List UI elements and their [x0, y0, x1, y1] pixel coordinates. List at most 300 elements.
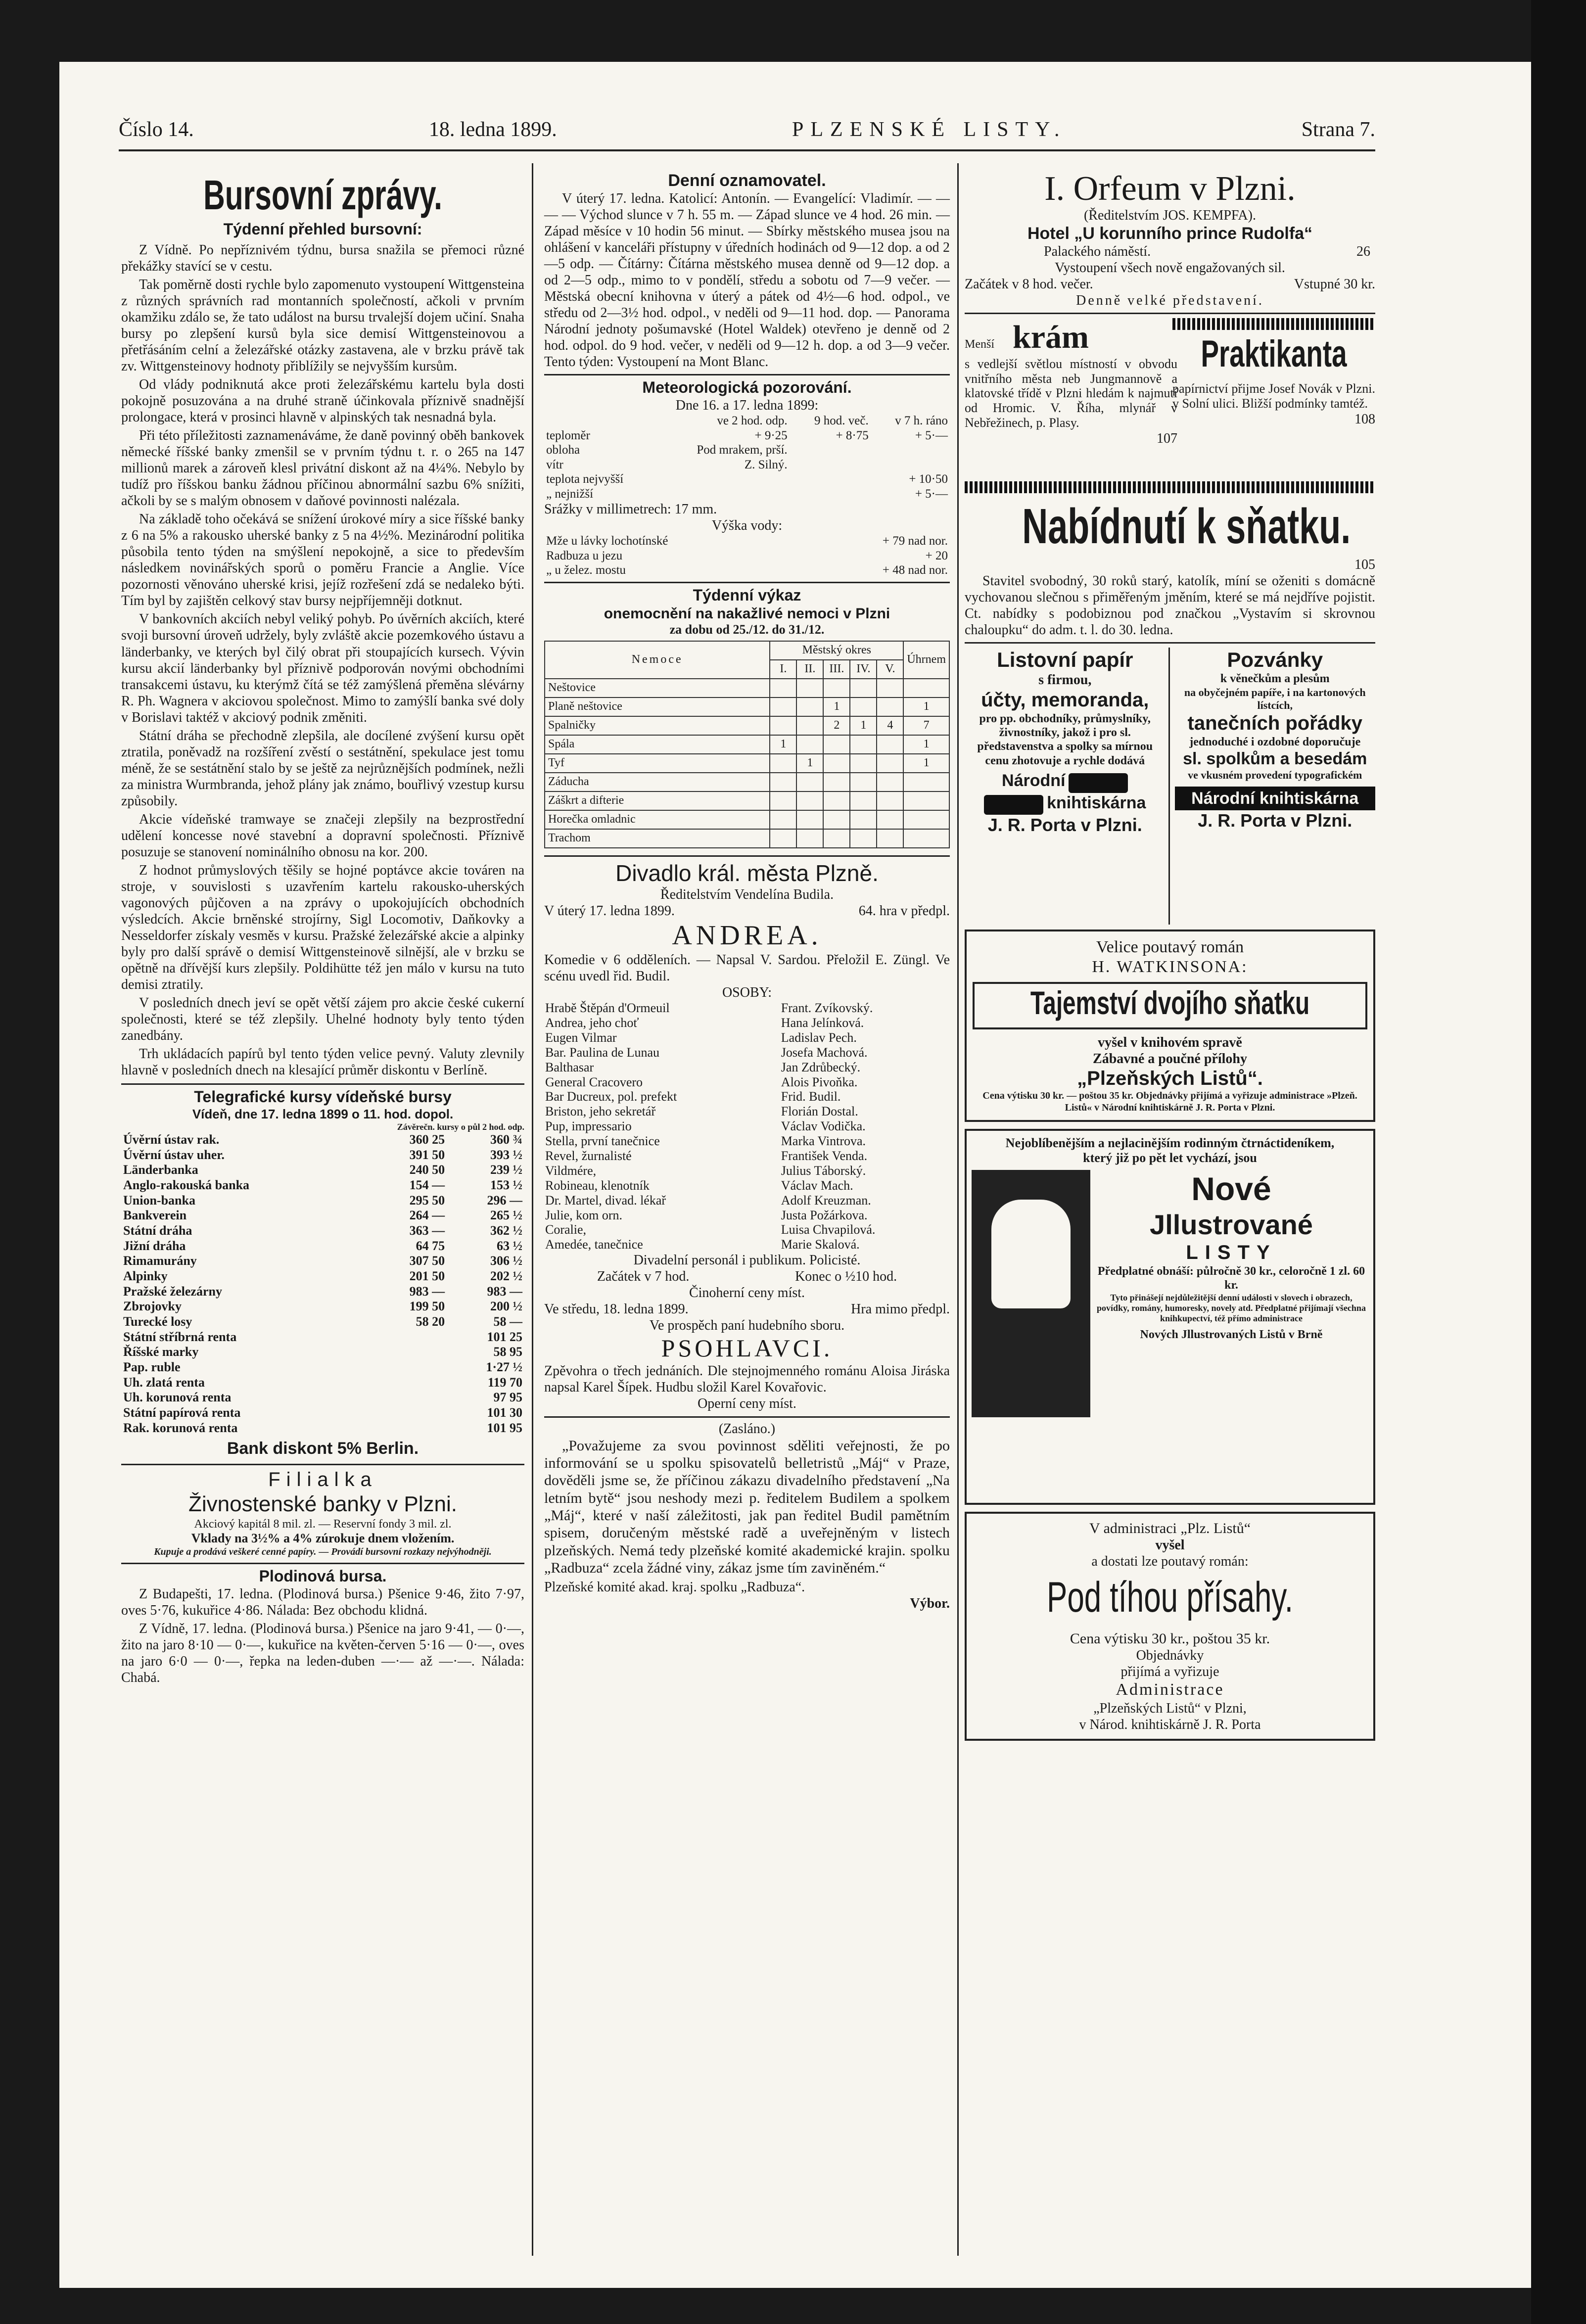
voda-label: Mže u lávky lochotínské [546, 534, 668, 548]
role-name: Bar. Paulina de Lunau [545, 1045, 660, 1060]
praktikant-text: papírnictví přijme Josef Novák v Plzni. v Solní ulici. Bližší podmínky tamtéž. [1172, 381, 1375, 411]
actor-name: Ladislav Pech. [781, 1030, 857, 1045]
orfeum-daily: Denně velké představení. [1076, 292, 1264, 308]
disease-count [796, 791, 823, 810]
papir-firm: Národní [1002, 771, 1066, 790]
disease-row [545, 810, 949, 829]
disease-name: Spalničky [545, 716, 770, 735]
section-rule [965, 642, 1375, 644]
closing-price: 296 — [487, 1193, 522, 1208]
security-name: Rimamurány [123, 1254, 197, 1268]
cast-row [544, 1016, 950, 1030]
divadlo-prices: Činoherní ceny míst. [689, 1285, 805, 1301]
satek-text: Stavitel svobodný, 30 roků starý, katolík, míní se oženiti s domácně vychovanou slečnou s přiměřeným jměním, které se má nejdříve pojistit. Ct. nabídky s podobiznou pod značkou „Vystavím si skrovnou chaloupku“ do adm. t. l. do 30. ledna. [965, 573, 1375, 638]
paragraph: Od vlády podniknutá akce proti železářskému kartelu byla dosti pokojně posuzována a na druhé straně účinkovala příznivě snadnější prolongace, která v prosinci hlavně v alpinských tak nesnadná byla. [121, 377, 524, 425]
meteo-title: Meteorologická pozorování. [642, 378, 852, 397]
roman-line: H. WATKINSONA: [1092, 958, 1248, 976]
disease-count [796, 735, 823, 754]
disease-count [850, 810, 877, 829]
disease-count: 1 [823, 697, 850, 716]
morning-price [371, 1360, 447, 1375]
disease-count [823, 735, 850, 754]
cast-row [544, 1104, 950, 1119]
roman-line: Cena výtisku 30 kr. — poštou 35 kr. Objednávky přijímá a vyřizuje administrace »Plzeň. Listů« v Národní knihtiskárně J. R. Porta v Plzni. [982, 1090, 1357, 1113]
disease-name: Záškrt a difterie [545, 791, 770, 810]
role-name: Vildmére, [545, 1163, 597, 1178]
telegraph-row [121, 1148, 524, 1163]
closing-price: 101 95 [487, 1420, 522, 1435]
meteo-label: teploměr [546, 428, 590, 442]
closing-price: 119 70 [487, 1375, 522, 1390]
actor-name: Marka Vintrova. [781, 1134, 866, 1149]
roman-line: „Plzeňských Listů“. [1077, 1068, 1263, 1090]
divadlo-title: Divadlo král. města Plzně. [615, 860, 879, 886]
cast-row [544, 1134, 950, 1149]
role-name: Balthasar [545, 1060, 594, 1074]
cast-row [544, 1193, 950, 1208]
papir-firm: knihtiskárna [1047, 793, 1146, 812]
meteo-label: teplota nejvyšší [546, 472, 624, 486]
cast-row [544, 1237, 950, 1252]
meteo-label: „ nejnižší [546, 487, 594, 501]
disease-name: Planě neštovice [545, 697, 770, 716]
pointing-hand-icon [984, 795, 1043, 815]
telegraph-row [121, 1269, 524, 1284]
disease-table [544, 641, 950, 848]
disease-name: Horečka omladnic [545, 810, 770, 829]
meteo-value [871, 443, 950, 458]
disease-count: 1 [850, 716, 877, 735]
disease-count [850, 773, 877, 791]
district-label: IV. [850, 660, 877, 679]
security-name: Bankverein [123, 1208, 187, 1223]
tiha-title: Pod tíhou přísahy. [1047, 1574, 1293, 1622]
disease-row [545, 716, 949, 735]
meteo-table [544, 414, 950, 501]
actor-name: Florián Dostal. [781, 1104, 858, 1119]
disease-count [770, 810, 796, 829]
disease-count [823, 810, 850, 829]
orfeum-title: I. Orfeum v Plzni. [1044, 170, 1296, 208]
jil-line: Nejoblíbenějším a nejlacinějším rodinným čtrnáctideníkem, [1005, 1135, 1335, 1150]
pozvanky-text: jednoduché i ozdobné doporučuje [1189, 735, 1361, 748]
papir-pozvanky-row [965, 648, 1375, 925]
filialka-title: Filialka [268, 1468, 377, 1490]
papir-text: pro pp. obchodníky, průmyslníky, živnostníky, jakož i pro sl. představenstva a spolky sa mírnou cenu zhotovuje a rychle dodává [977, 712, 1153, 767]
bursovni-title: Bursovní zprávy. [203, 172, 442, 218]
column-3 [965, 171, 1375, 1741]
meteo-value: + 5·— [915, 428, 948, 442]
cast-row [544, 1030, 950, 1045]
disease-name: Spála [545, 735, 770, 754]
orfeum-line: Vystoupení všech nově engažovaných sil. [1055, 260, 1285, 276]
divadlo-benefit: Ve prospěch paní hudebního sboru. [649, 1318, 845, 1334]
morning-price: 363 — [409, 1223, 445, 1238]
disease-row [545, 791, 949, 810]
jil-text: Tyto přinášejí nejdůležitější denní události v slovech i obrazech, povídky, romány, humoresky, novely atd. Předplatné přijímají všechna knihkupectví, též přímo administrace [1097, 1292, 1366, 1324]
pozvanky-title: Pozvánky [1227, 648, 1323, 671]
meteo-row [544, 428, 950, 443]
disease-count [770, 679, 796, 697]
disease-count [770, 697, 796, 716]
voda-value: + 48 nad nor. [882, 563, 948, 577]
paragraph: „Považujeme za svou povinnost sděliti veřejnosti, že po informování se u spolku spisovatelů belletristů „Máj“ v Praze, dověděli jsme se, že příčinou zákazu divadelního představení „Na letním bytě“ jsou neshody mezi p. ředitelem Budilem a spolkem „Máj“, které v naší záležitosti, jak pan ředitel Budil pamětním spisem, doručeným městské radě a uveřejněným v listech plzeňských. Nemá tedy plzeňské komité akademické krajin. spolku „Radbuza“ zcela žádné viny, zákaz jsme tím zaviněném.“ [544, 1437, 950, 1577]
closing-price: 360 ¾ [490, 1132, 522, 1147]
column-divider [532, 163, 533, 2256]
filialka-bank: Živnostenské banky v Plzni. [188, 1491, 457, 1516]
praktikant-ad [1172, 332, 1375, 427]
tiha-price: Cena výtisku 30 kr., poštou 35 kr. [1070, 1630, 1270, 1647]
papir-sub: s firmou, [1038, 672, 1092, 688]
meteo-date: Dne 16. a 17. ledna 1899: [675, 398, 819, 414]
role-name: Bar Ducreux, pol. prefekt [545, 1089, 677, 1104]
disease-count: 1 [903, 697, 949, 716]
morning-price [371, 1390, 447, 1405]
pozvanky-firm: Národní knihtiskárna [1175, 787, 1376, 810]
role-name: Briston, jeho sekretář [545, 1104, 656, 1119]
telegraph-row [121, 1284, 524, 1300]
jil-price: Předplatné obnáší: půlročně 30 kr., celoročně 1 zl. 60 kr. [1097, 1265, 1365, 1292]
zaslano-title: (Zasláno.) [718, 1421, 776, 1437]
disease-count [796, 697, 823, 716]
disease-row [545, 679, 949, 697]
morning-price: 201 50 [409, 1269, 445, 1284]
role-name: Andrea, jeho choť [545, 1016, 639, 1030]
play-title: ANDREA. [672, 920, 822, 951]
disease-count [877, 754, 903, 773]
voda-label: „ u želez. mostu [546, 563, 626, 577]
role-name: Robineau, klenotník [545, 1178, 650, 1193]
disease-count [823, 679, 850, 697]
kram-block [965, 318, 1375, 481]
disease-count [823, 829, 850, 848]
disease-count [770, 829, 796, 848]
disease-count: 1 [770, 735, 796, 754]
disease-count [877, 791, 903, 810]
actor-name: Alois Pivoňka. [781, 1074, 858, 1089]
disease-count [770, 791, 796, 810]
divadlo-director: Ředitelstvím Vendelína Budila. [660, 886, 834, 902]
column-1 [121, 171, 524, 1688]
voda-row [544, 563, 950, 578]
decor-bars [1172, 318, 1375, 330]
cast-row [544, 1060, 950, 1075]
security-name: Státní stříbrná renta [123, 1329, 237, 1344]
morning-price [371, 1405, 447, 1421]
morning-price [371, 1345, 447, 1360]
orfeum-hotel: Hotel „U korunního prince Rudolfa“ [1027, 224, 1313, 243]
disease-count [796, 829, 823, 848]
voda-row [544, 549, 950, 563]
pozvanky-sub: k věnečkům a plesům [1220, 672, 1330, 686]
actor-name: Josefa Machová. [781, 1045, 868, 1060]
morning-price: 199 50 [409, 1299, 445, 1314]
closing-price: 239 ½ [490, 1162, 522, 1177]
disease-count [796, 716, 823, 735]
actor-name: Justa Požárkova. [781, 1208, 868, 1222]
disease-count [850, 754, 877, 773]
disease-count [796, 810, 823, 829]
paragraph: Na základě toho očekává se snížení úrokové míry a sice říšské banky z 6 na 5% a rakousko uherské banky z 5 na 4½%. Mezinárodní politika působila tento týden na smýšlení nepokojně, a sice to především následkem novinářských sporů o poměru Francie a Anglie. Více pozornosti věnováno uherské krisi, jejíž rozřešení zdá se nedaleko býti. Tím byl by zajištěn celkový stav bursy nejpříjemněji dotknut. [121, 511, 524, 609]
morning-price: 983 — [409, 1284, 445, 1299]
voda-row [544, 534, 950, 549]
divadlo-staff: Divadelní personál i publikum. Policisté. [633, 1253, 861, 1268]
actor-name: Václav Mach. [781, 1178, 853, 1193]
disease-count [903, 810, 949, 829]
pozvanky-sub: na obyčejném papíře, i na kartonových lístcích, [1184, 686, 1366, 711]
disease-count: 1 [903, 754, 949, 773]
security-name: Rak. korunová renta [123, 1420, 238, 1435]
closing-price: 362 ½ [490, 1223, 522, 1238]
voda-title: Výška vody: [711, 518, 783, 534]
bursovni-subtitle: Týdenní přehled bursovní: [223, 220, 422, 238]
closing-price: 393 ½ [490, 1147, 522, 1162]
satek-title: Nabídnutí k sňatku. [1022, 498, 1351, 554]
plodinova-title: Plodinová bursa. [259, 1567, 387, 1585]
divadlo-prices: Operní ceny míst. [698, 1396, 796, 1412]
district-label: V. [877, 660, 903, 679]
paragraph: V posledních dnech jeví se opět větší zájem pro akcie české cukerní společnosti, které se též zlepšily. Uhelné hodnoty byly tento týden zanedbány. [121, 995, 524, 1044]
scan-border [1531, 0, 1586, 2324]
disease-count [850, 829, 877, 848]
total-head: Úhrnem [903, 641, 949, 679]
security-name: Uh. zlatá renta [123, 1375, 205, 1390]
actor-name: František Venda. [781, 1149, 868, 1163]
meteo-value: + 9·25 [754, 428, 788, 442]
cast-table [544, 1001, 950, 1252]
security-name: Úvěrní ústav uher. [123, 1147, 225, 1162]
telegraph-row [121, 1360, 524, 1375]
divadlo-date: Ve středu, 18. ledna 1899. [544, 1301, 689, 1317]
section-rule [544, 855, 950, 857]
actor-name: Adolf Kreuzman. [781, 1193, 871, 1208]
disease-count [850, 679, 877, 697]
section-rule [965, 313, 1375, 314]
tiha-line: Objednávky [1136, 1648, 1204, 1664]
closing-price: 97 95 [493, 1390, 522, 1405]
zaslano-signer: Výbor. [910, 1595, 950, 1611]
play-desc: Zpěvohra o třech jednáních. Dle stejnojmenného románu Aloisa Jiráska napsal Karel Šípek. Hudbu složil Karel Kovařovic. [544, 1363, 950, 1395]
telegraph-row [121, 1375, 524, 1391]
disease-row [545, 829, 949, 848]
role-name: Hrabě Štěpán d'Ormeuil [545, 1001, 670, 1016]
security-name: Alpinky [123, 1269, 168, 1284]
disease-count [823, 773, 850, 791]
filialka-line: Kupuje a prodává veškeré cenné papíry. — Provádí bursovní rozkazy nejvýhodněji. [154, 1546, 492, 1557]
disease-count [823, 754, 850, 773]
closing-price: 101 25 [487, 1329, 522, 1344]
section-rule [121, 1464, 524, 1465]
security-name: Union-banka [123, 1193, 195, 1208]
pozvanky-tan: tanečních pořádky [1187, 712, 1362, 734]
decor-bars [965, 481, 1375, 493]
disease-row [545, 735, 949, 754]
meteo-value [657, 472, 790, 487]
tiha-line: „Plzeňských Listů“ v Plzni, [1093, 1700, 1247, 1716]
paragraph: Z Budapešti, 17. ledna. (Plodinová bursa.) Pšenice 9·46, žito 7·97, oves 5·76, kukuřice 4·86. Nálada: Bez obchodu klidná. [121, 1586, 524, 1618]
telegraph-row [121, 1390, 524, 1405]
cast-row [544, 1208, 950, 1223]
telegraph-table [121, 1132, 524, 1436]
district-head: Městský okres [770, 641, 903, 660]
kram-ad [965, 318, 1177, 447]
role-name: Eugen Vilmar [545, 1030, 617, 1045]
disease-count [903, 679, 949, 697]
voda-label: Radbuza u jezu [546, 549, 623, 562]
role-name: Coralie, [545, 1222, 587, 1237]
security-name: Zbrojovky [123, 1299, 182, 1314]
kram-small: Menší [965, 337, 994, 351]
district-label: I. [770, 660, 796, 679]
role-name: Dr. Martel, divad. lékař [545, 1193, 666, 1208]
jil-title: LISTY [1186, 1241, 1277, 1263]
denni-title: Denní oznamovatel. [668, 171, 826, 190]
closing-price: 63 ½ [497, 1238, 522, 1253]
security-name: Pražské železárny [123, 1284, 222, 1299]
disease-count [850, 735, 877, 754]
telegraph-title: Telegrafické kursy vídeňské bursy [194, 1088, 452, 1106]
role-name: Julie, kom orn. [545, 1208, 622, 1222]
pozvanky-firm: J. R. Porta v Plzni. [1198, 810, 1353, 831]
morning-price [371, 1375, 447, 1391]
meteo-value: + 5·— [915, 487, 948, 501]
section-rule [544, 582, 950, 583]
disease-count: 7 [903, 716, 949, 735]
meteo-label: obloha [546, 443, 580, 457]
jil-title: Nové [1191, 1170, 1271, 1207]
closing-price: 200 ½ [490, 1299, 522, 1314]
security-name: Státní dráha [123, 1223, 192, 1238]
divadlo-perf: Hra mimo předpl. [851, 1301, 950, 1317]
morning-price: 295 50 [409, 1193, 445, 1208]
paragraph: Z hodnot průmyslových těšily se hojné poptávce akcie továren na stroje, v souvislosti s uzavřením kartelu rakousko-uherských vagonových půjčoven a na zprávy o upokojujících obchodních výsledcích. Akcie brněnské strojírny, Sigl Locomotiv, Daňkovky a Nesseldorfer získaly vesměs v kursu. Pražské železářské akcie a alpinky byly pro další správě o demisí Wittgensteinově silnější, ale v brzku se opětně na dřívější kurs zlepšily. Poldihütte též jen málo v kursu na tuto demisi ztratily. [121, 862, 524, 993]
jil-ad [965, 1129, 1375, 1505]
telegraph-row [121, 1208, 524, 1223]
paragraph: V bankovních akciích nebyl veliký pohyb. Po úvěrních akciích, které svoji bursovní úroveň udržely, byly zvláště akcie pozemkového ústavu a länderbanky, ve kterých byl čilý obrat při stoupajících kursech. Vývin kursu akcií länderbanky byl příznivě podporován novými obchodními transakcemi ústavu, ku kterýmž čítá se též zamýšlená přeměna slévárny R. Ph. Wagnera v akciovou společnost. Mimo to zamýšlí banka své doly v Borislavi taktéž v akciový podnik změniti. [121, 611, 524, 725]
column-2 [544, 171, 950, 1612]
morning-price: 154 — [409, 1177, 445, 1192]
disease-count: 1 [796, 754, 823, 773]
closing-price: 153 ½ [490, 1177, 522, 1192]
meteo-row [544, 472, 950, 487]
disease-name: Záducha [545, 773, 770, 791]
papir-u: účty, memoranda, [981, 689, 1149, 711]
orfeum-num: 26 [1356, 243, 1370, 259]
meteo-row [544, 443, 950, 458]
tiha-line: V administraci „Plz. Listů“ [1089, 1520, 1251, 1536]
meteo-head: ve 2 hod. odp. [717, 414, 788, 428]
disease-count [877, 829, 903, 848]
disease-count [903, 791, 949, 810]
tiha-line: přijímá a vyřizuje [1120, 1664, 1219, 1680]
actor-name: Frid. Budil. [781, 1089, 841, 1104]
disease-count [796, 679, 823, 697]
telegraph-row [121, 1223, 524, 1239]
actor-name: Luisa Chvapilová. [781, 1222, 876, 1237]
orfeum-square: Palackého náměstí. [1044, 243, 1151, 259]
telegraph-subtitle: Vídeň, dne 17. ledna 1899 o 11. hod. dopol. [192, 1107, 454, 1122]
disease-count [877, 773, 903, 791]
tiha-line: a dostati lze poutavý román: [1091, 1554, 1249, 1569]
paper-title: PLZENSKÉ LISTY. [792, 118, 1067, 141]
telegraph-row [121, 1299, 524, 1314]
divadlo-perf: 64. hra v předpl. [858, 903, 950, 919]
meteo-value [657, 487, 790, 502]
district-label: III. [823, 660, 850, 679]
orfeum-start: Začátek v 8 hod. večer. [965, 276, 1093, 292]
filialka-line: Vklady na 3½% a 4% zúrokuje dnem vložením. [191, 1531, 455, 1545]
role-name: Revel, žurnalisté [545, 1149, 632, 1163]
closing-price: 202 ½ [490, 1269, 522, 1284]
disease-count [877, 735, 903, 754]
disease-row [545, 697, 949, 716]
pozvanky-text: ve vkusném provedení typografickém [1188, 769, 1362, 782]
papir-title: Listovní papír [997, 648, 1133, 671]
security-name: Jižní dráha [123, 1238, 186, 1253]
meteo-srazky: Srážky v millimetrech: 17 mm. [544, 502, 717, 517]
role-name: Amedée, tanečnice [545, 1237, 643, 1252]
tiha-line: v Národ. knihtiskárně J. R. Porta [1079, 1717, 1261, 1732]
issue-number: Číslo 14. [119, 118, 194, 141]
pozvanky-sl: sl. spolkům a besedám [1183, 749, 1367, 769]
play-desc: Komedie v 6 odděleních. — Napsal V. Sardou. Přeložil E. Züngl. Ve scénu uvedl řid. Budil. [544, 952, 950, 984]
disease-count [877, 679, 903, 697]
disease-count [770, 716, 796, 735]
issue-date: 18. ledna 1899. [428, 118, 557, 141]
telegraph-row [121, 1314, 524, 1330]
orfeum-dir: (Ředitelstvím JOS. KEMPFA). [1084, 207, 1256, 223]
actor-name: Hana Jelínková. [781, 1016, 864, 1030]
role-name: Stella, první tanečnice [545, 1134, 660, 1149]
paragraph: Trh ukládacích papírů byl tento týden velice pevný. Valuty zlevnily hlavně v posledních dnech na klesající průměr diskontu v Berlíně. [121, 1046, 524, 1078]
meteo-row [544, 458, 950, 472]
disease-name: Neštovice [545, 679, 770, 697]
morning-price: 58 20 [416, 1314, 445, 1329]
meteo-label: vítr [546, 458, 563, 471]
cast-row [544, 1045, 950, 1060]
paragraph: V úterý 17. ledna. Katolicí: Antonín. — Evangelící: Vladimír. — — — — Východ slunce v 7 h. 55 m. — Západ slunce ve 4 hod. 26 min. — Západ měsíce v 10 hodin 56 minut. — Sbírky městského musea jsou na ohlášení v kanceláři přístupny v úředních hodinách od 9—12 dop. a od 2—5 odp. — Čítárny: Čítárna městského musea denně od 9—12 dop. a od 2—5 odp., mimo to v pondělí, středu a sobotu od 7—9 večer. — Městská obecní knihovna v úterý a pátek od 4½—6 hod. odpol., ve středu od 2—3½ hod. odpol., v neděli od 9—11 hod. dop. — Panorama Národní jednoty pošumavské (Hotel Waldek) otevřeno je denně od 2 hod. odpol. do 9 hod. večer, v neděli od 9—12 h. dop. a od 3—9 večer. Tento týden: Vystoupení na Mont Blanc. [544, 191, 950, 370]
closing-price: 983 — [487, 1284, 522, 1299]
jil-title: Jllustrované [1150, 1208, 1313, 1240]
disease-count [770, 773, 796, 791]
paragraph: Akcie vídeňské tramwaye se značeji zlepšily na bezprostřední udělení koncesse nové stavební a dopravní společnosti. Příznivě posuzuje se stanovení nominálního obnosu na kor. 200. [121, 811, 524, 860]
pozvanky-ad [1175, 648, 1376, 925]
section-rule [544, 1416, 950, 1418]
morning-price [371, 1330, 447, 1345]
telegraph-row [121, 1421, 524, 1436]
meteo-value: Z. Silný. [744, 458, 788, 471]
disease-count [823, 791, 850, 810]
actor-name: Václav Vodička. [781, 1119, 866, 1134]
voda-table [544, 534, 950, 578]
roman-ad [965, 930, 1375, 1122]
cast-row [544, 1119, 950, 1134]
section-rule [544, 374, 950, 375]
telegraph-row [121, 1132, 524, 1148]
morning-price: 64 75 [416, 1238, 445, 1253]
meteo-value [871, 458, 950, 472]
disease-count [903, 773, 949, 791]
paragraph: Při této příležitosti zaznamenáváme, že daně povinný oběh bankovek německé říšské banky zmenšil se v prvním týdnu t. r. o 265 na 147 millionů marek a zároveň klesl privátní diskont až na 4¼%. Nebylo by tudíž pro říšskou banku žádnou příčinou abnormální sazbu 6% snížiti, ačkoli by se s malým obnosem v daňové povinnosti nalézala. [121, 428, 524, 509]
disease-count: 2 [823, 716, 850, 735]
vykaz-dates: za dobu od 25./12. do 31./12. [669, 622, 825, 637]
disease-row [545, 754, 949, 773]
divadlo-start: Začátek v 7 hod. [597, 1269, 690, 1285]
security-name: Turecké losy [123, 1314, 192, 1329]
closing-price: 58 — [493, 1314, 522, 1329]
page-number: Strana 7. [1301, 118, 1375, 141]
jil-pub: Nových Jllustrovaných Listů v Brně [1140, 1328, 1323, 1342]
